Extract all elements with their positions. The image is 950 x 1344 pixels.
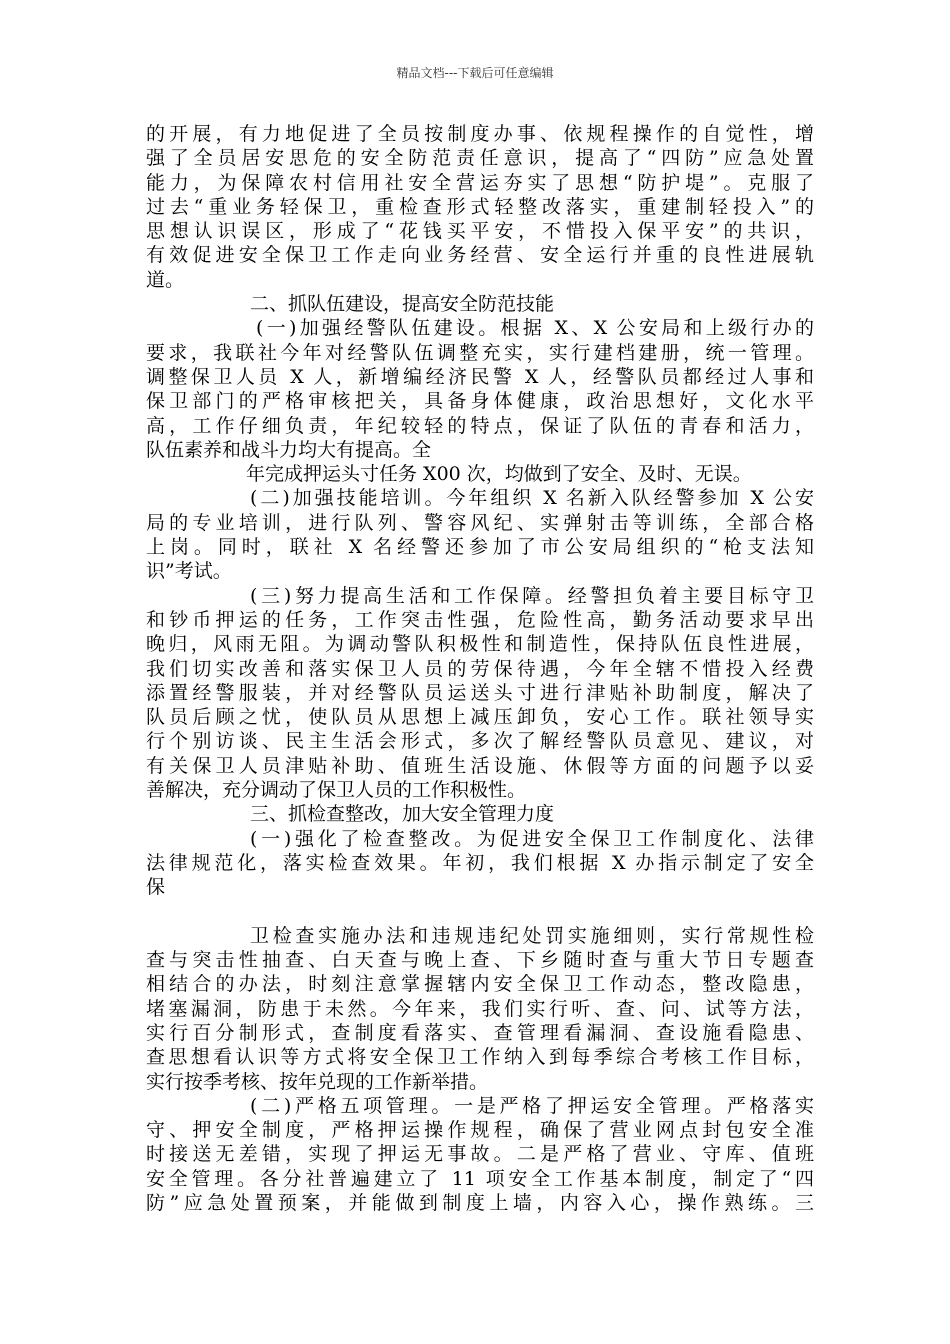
text-line: 识”考试。	[146, 560, 232, 583]
section-heading: 二、抓队伍建设，提高安全防范技能	[250, 293, 555, 316]
text-line: 局的专业培训，进行队列、警容风纪、实弹射击等训练，全部合格	[146, 511, 814, 534]
text-line: 强了全员居安思危的安全防范责任意识，提高了“四防”应急处置	[146, 147, 814, 170]
text-line: 堵塞漏洞，防患于未然。今年来，我们实行听、查、问、试等方法，	[146, 997, 814, 1020]
text-line: 上岗。同时，联社 X 名经警还参加了市公安局组织的“枪支法知	[146, 536, 814, 559]
text-line: 卫检查实施办法和违规违纪处罚实施细则，实行常规性检	[250, 924, 814, 947]
text-line: 实行按季考核、按年兑现的工作新举措。	[146, 1070, 489, 1093]
text-line: 能力，为保障农村信用社安全营运夯实了思想“防护堤”。克服了	[146, 171, 814, 194]
text-line: 行个别访谈、民主生活会形式，多次了解经警队员意见、建议，对	[146, 730, 814, 753]
text-line: 时接送无差错，实现了押运无事故。二是严格了营业、守库、值班	[146, 1143, 814, 1166]
text-line: 和钞币押运的任务，工作突击性强，危险性高，勤务活动要求早出	[146, 608, 814, 631]
text-line: 要求，我联社今年对经警队伍调整充实，实行建档建册，统一管理。	[146, 341, 814, 364]
text-line: 晚归，风雨无阻。为调动警队积极性和制造性，保持队伍良性进展，	[146, 633, 814, 656]
text-line: (二)严格五项管理。一是严格了押运安全管理。严格落实	[250, 1094, 814, 1117]
text-line: 队员后顾之忧，使队员从思想上减压卸负，安心工作。联社领导实	[146, 706, 814, 729]
text-line: 善解决，充分调动了保卫人员的工作积极性。	[146, 779, 527, 802]
text-line: 法律规范化，落实检查效果。年初，我们根据 X 办指示制定了安全	[146, 851, 814, 874]
text-line: 添置经警服装，并对经警队员运送头寸进行津贴补助制度，解决了	[146, 681, 814, 704]
text-line: 守、押安全制度，严格押运操作规程，确保了营业网点封包安全准	[146, 1119, 814, 1142]
text-line: 相结合的办法，时刻注意掌握辖内安全保卫工作动态，整改隐患，	[146, 973, 814, 996]
paragraph-gap	[146, 900, 814, 924]
text-line: 过去“重业务轻保卫，重检查形式轻整改落实，重建制轻投入”的	[146, 195, 814, 218]
text-line: 我们切实改善和落实保卫人员的劳保待遇，今年全辖不惜投入经费	[146, 657, 814, 680]
text-line: 查思想看认识等方式将安全保卫工作纳入到每季综合考核工作目标，	[146, 1046, 814, 1069]
text-line: 的开展，有力地促进了全员按制度办事、依规程操作的自觉性，增	[146, 123, 814, 145]
text-line: 保	[146, 876, 166, 899]
text-line: 高，工作仔细负责，年纪较轻的特点，保证了队伍的青春和活力，	[146, 414, 814, 437]
text-line: 年完成押运头寸任务 X00 次，均做到了安全、及时、无误。	[246, 463, 752, 486]
text-line: 安全管理。各分社普遍建立了 11 项安全工作基本制度，制定了“四	[146, 1167, 814, 1190]
text-line: 有关保卫人员津贴补助、值班生活设施、休假等方面的问题予以妥	[146, 754, 814, 777]
text-line: 查与突击性抽查、白天查与晚上查、下乡随时查与重大节日专题查	[146, 949, 814, 972]
text-line: 有效促进安全保卫工作走向业务经营、安全运行并重的良性进展轨	[146, 244, 814, 267]
text-line: 保卫部门的严格审核把关，具备身体健康，政治思想好，文化水平	[146, 390, 814, 413]
text-line: 防”应急处置预案，并能做到制度上墙，内容入心，操作熟练。三	[146, 1192, 814, 1215]
text-line: (三)努力提高生活和工作保障。经警担负着主要目标守卫	[250, 584, 814, 607]
text-line: (一)强化了检查整改。为促进安全保卫工作制度化、法律	[250, 827, 814, 850]
text-line: (二)加强技能培训。今年组织 X 名新入队经警参加 X 公安	[250, 487, 814, 510]
text-line: 道。	[146, 268, 185, 291]
section-heading: 三、抓检查整改，加大安全管理力度	[250, 803, 555, 826]
text-line: 实行百分制形式，查制度看落实、查管理看漏洞、查设施看隐患、	[146, 1021, 814, 1044]
document-body	[146, 122, 814, 1215]
page-header: 精品文档---下载后可任意编辑	[396, 66, 554, 80]
text-line: (一)加强经警队伍建设。根据 X、X 公安局和上级行办的	[256, 317, 814, 340]
text-line: 思想认识误区，形成了“花钱买平安，不惜投入保平安”的共识，	[146, 220, 814, 243]
text-line: 调整保卫人员 X 人，新增编经济民警 X 人，经警队员都经过人事和	[146, 365, 814, 388]
text-line: 队伍素养和战斗力均大有提高。全	[146, 438, 432, 461]
